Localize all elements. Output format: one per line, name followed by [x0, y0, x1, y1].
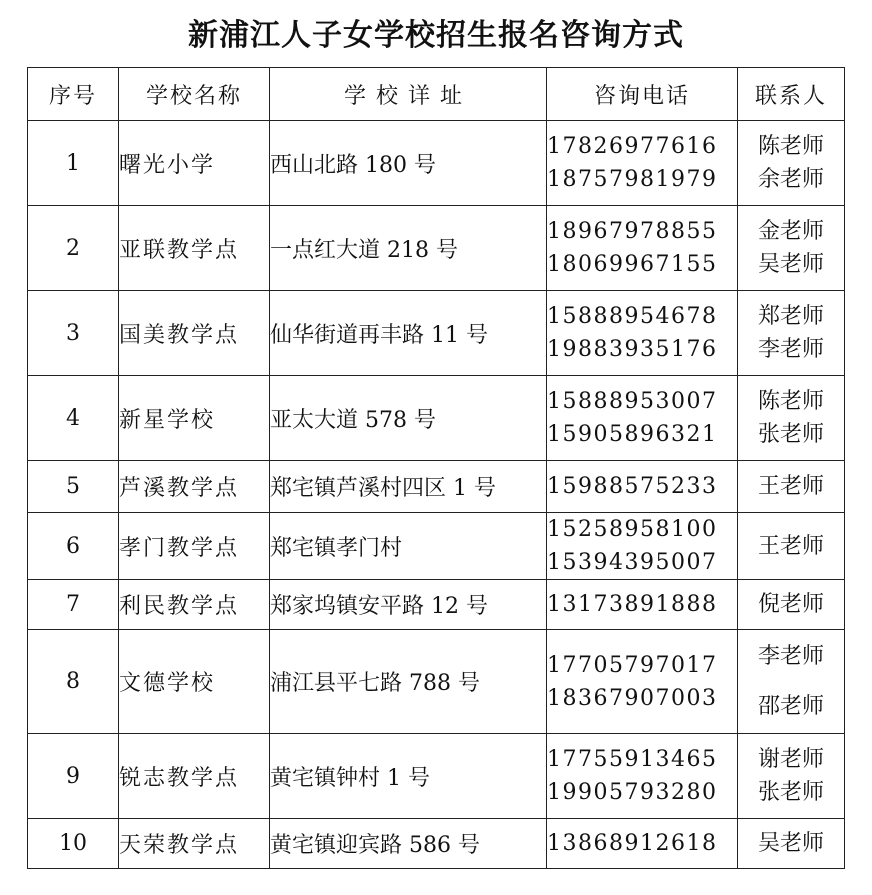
phone-cell [547, 376, 738, 461]
phone-cell [547, 513, 738, 580]
phone-number: 18757981979 [547, 167, 718, 192]
enrollment-table [27, 67, 845, 869]
school-address: 黄宅镇迎宾路 586 号 [270, 819, 547, 869]
phone-number: 19883935176 [547, 337, 718, 362]
header-school: 学校名称 [119, 68, 270, 121]
contact-name: 王老师 [757, 533, 824, 559]
school-address: 一点红大道 218 号 [270, 206, 547, 291]
contact-cell [738, 734, 845, 819]
phone-number: 13868912618 [547, 831, 718, 856]
row-index: 5 [28, 461, 119, 513]
school-name: 文德学校 [119, 630, 270, 734]
phone-cell [547, 461, 738, 513]
school-name: 国美教学点 [119, 291, 270, 376]
header-index: 序号 [28, 68, 119, 121]
school-address: 黄宅镇钟村 1 号 [270, 734, 547, 819]
contact-name: 郑老师 [757, 304, 824, 329]
phone-number: 18967978855 [547, 219, 718, 244]
row-index: 8 [28, 630, 119, 734]
contact-cell [738, 376, 845, 461]
contact-name: 吴老师 [757, 831, 824, 856]
contact-name: 张老师 [757, 780, 824, 805]
row-index: 6 [28, 513, 119, 580]
contact-cell [738, 819, 845, 869]
row-index: 7 [28, 580, 119, 630]
contact-cell [738, 580, 845, 630]
contact-name: 倪老师 [757, 592, 824, 617]
row-index: 10 [28, 819, 119, 869]
page-title: 新浦江人子女学校招生报名咨询方式 [188, 18, 684, 53]
table-row [28, 206, 845, 291]
phone-number: 18069967155 [547, 252, 718, 277]
school-name: 新星学校 [119, 376, 270, 461]
school-address: 西山北路 180 号 [270, 121, 547, 206]
table-row [28, 121, 845, 206]
phone-cell [547, 580, 738, 630]
school-address: 郑家坞镇安平路 12 号 [270, 580, 547, 630]
school-address: 仙华街道再丰路 11 号 [270, 291, 547, 376]
phone-number: 17705797017 [547, 652, 718, 678]
phone-cell [547, 121, 738, 206]
phone-cell [547, 291, 738, 376]
table-row [28, 291, 845, 376]
header-phone: 咨询电话 [547, 68, 738, 121]
phone-cell [547, 734, 738, 819]
phone-cell [547, 630, 738, 734]
school-address: 浦江县平七路 788 号 [270, 630, 547, 734]
header-address: 学校详址 [270, 68, 547, 121]
contact-name: 李老师 [757, 337, 824, 362]
table-row [28, 461, 845, 513]
school-name: 锐志教学点 [119, 734, 270, 819]
contact-name: 王老师 [757, 474, 824, 499]
phone-number: 13173891888 [547, 592, 718, 617]
school-name: 曙光小学 [119, 121, 270, 206]
contact-cell [738, 630, 845, 734]
school-name: 亚联教学点 [119, 206, 270, 291]
contact-name: 金老师 [757, 219, 824, 244]
phone-number: 15888954678 [547, 304, 718, 329]
row-index: 4 [28, 376, 119, 461]
table-row [28, 513, 845, 580]
row-index: 1 [28, 121, 119, 206]
header-contact: 联系人 [738, 68, 845, 121]
phone-number: 15905896321 [547, 422, 718, 447]
phone-number: 15394395007 [547, 550, 718, 575]
contact-name: 吴老师 [757, 252, 824, 277]
table-header-row [28, 68, 845, 121]
contact-name: 陈老师 [757, 134, 824, 159]
school-name: 天荣教学点 [119, 819, 270, 869]
phone-cell [547, 819, 738, 869]
school-name: 利民教学点 [119, 580, 270, 630]
contact-name: 谢老师 [757, 747, 824, 772]
table-row [28, 580, 845, 630]
contact-name: 邵老师 [757, 693, 824, 719]
phone-number: 18367907003 [547, 685, 718, 711]
phone-cell [547, 206, 738, 291]
phone-number: 17826977616 [547, 134, 718, 159]
phone-number: 15888953007 [547, 389, 718, 414]
contact-cell [738, 121, 845, 206]
contact-cell [738, 461, 845, 513]
contact-name: 李老师 [757, 643, 824, 669]
contact-name: 陈老师 [757, 389, 824, 414]
school-name: 孝门教学点 [119, 513, 270, 580]
school-address: 亚太大道 578 号 [270, 376, 547, 461]
phone-number: 15258958100 [547, 517, 718, 542]
table-row [28, 630, 845, 734]
contact-name: 张老师 [757, 422, 824, 447]
row-index: 9 [28, 734, 119, 819]
row-index: 2 [28, 206, 119, 291]
phone-number: 19905793280 [547, 780, 718, 805]
row-index: 3 [28, 291, 119, 376]
contact-cell [738, 513, 845, 580]
table-row [28, 819, 845, 869]
contact-cell [738, 206, 845, 291]
school-address: 郑宅镇孝门村 [270, 513, 547, 580]
phone-number: 15988575233 [547, 474, 718, 499]
table-row [28, 734, 845, 819]
contact-name: 余老师 [757, 167, 824, 192]
phone-number: 17755913465 [547, 747, 718, 772]
school-name: 芦溪教学点 [119, 461, 270, 513]
contact-cell [738, 291, 845, 376]
school-address: 郑宅镇芦溪村四区 1 号 [270, 461, 547, 513]
table-row [28, 376, 845, 461]
